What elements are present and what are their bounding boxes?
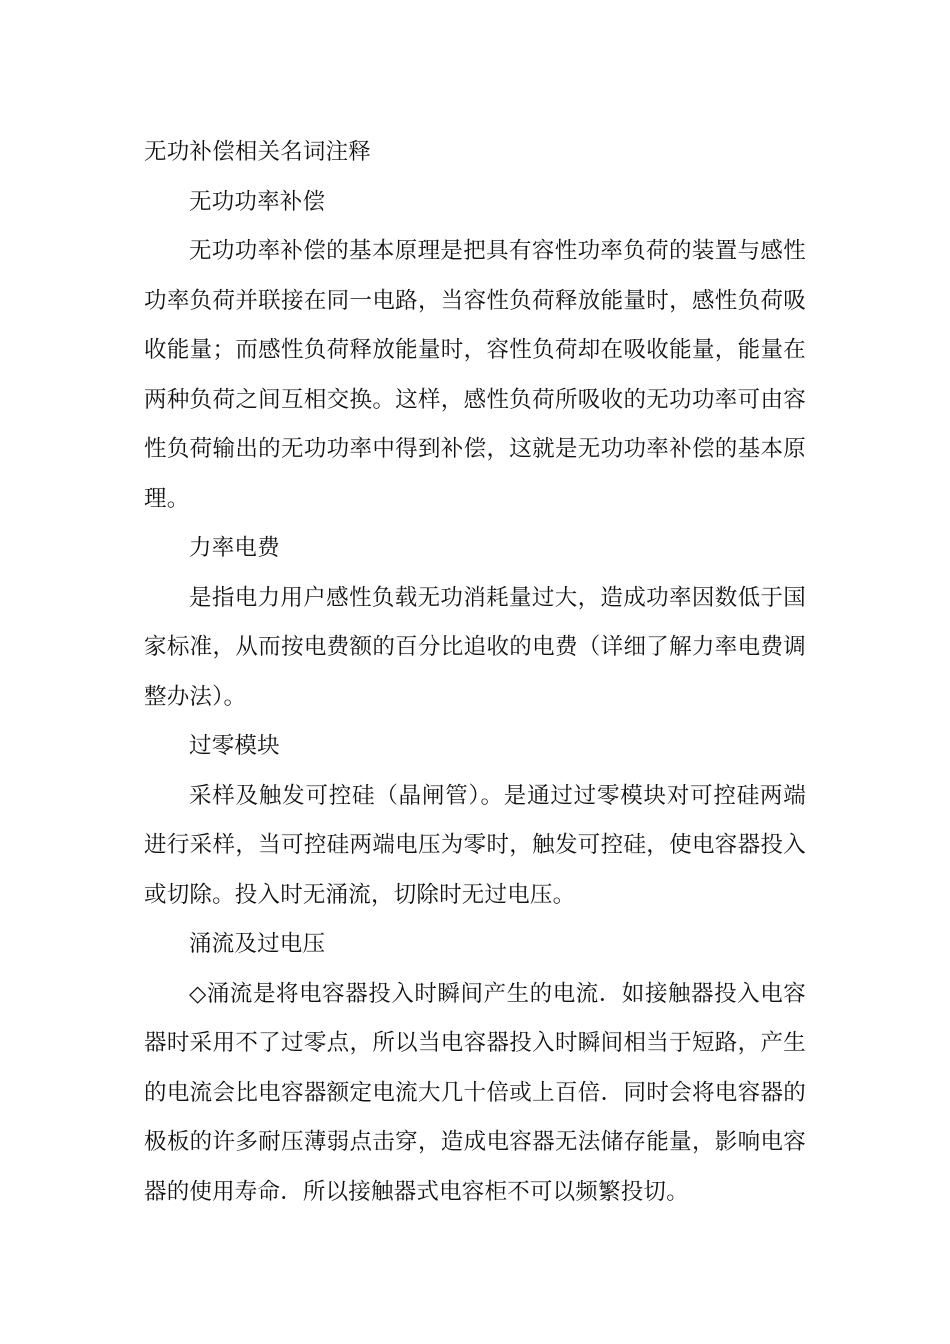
section-heading-power-factor-charge: 力率电费 <box>189 535 280 561</box>
section-body-reactive-power-compensation: 无功功率补偿的基本原理是把具有容性功率负荷的装置与感性功率负荷并联接在同一电路，当容性负荷释放能量时，感性负荷吸收能量；而感性负荷释放能量时，容性负荷却在吸收能量，能量在两种负荷之间互相交换。这样，感性负荷所吸收的无功功率可由容性负荷输出的无功功率中得到补偿，这就是无功功率补偿的基本原理。 <box>144 238 806 512</box>
section-heading-zero-crossing-module: 过零模块 <box>189 733 280 759</box>
section-body-zero-crossing-module: 采样及触发可控硅（晶闸管）。是通过过零模块对可控硅两端进行采样，当可控硅两端电压为零时，触发可控硅，使电容器投入或切除。投入时无涌流，切除时无过电压。 <box>144 782 806 908</box>
section-heading-inrush-overvoltage: 涌流及过电压 <box>189 931 326 957</box>
section-heading-reactive-power-compensation: 无功功率补偿 <box>189 188 326 215</box>
document-body <box>144 128 806 1217</box>
section-body-inrush-overvoltage: ◇涌流是将电容器投入时瞬间产生的电流．如接触器投入电容器时采用不了过零点，所以当电容器投入时瞬间相当于短路，产生的电流会比电容器额定电流大几十倍或上百倍．同时会将电容器的极板的许多耐压薄弱点击穿，造成电容器无法储存能量，影响电容器的使用寿命．所以接触器式电容柜不可以频繁投切。 <box>144 980 806 1205</box>
document-title: 无功补偿相关名词注释 <box>144 139 372 165</box>
section-body-power-factor-charge: 是指电力用户感性负载无功消耗量过大，造成功率因数低于国家标准，从而按电费额的百分比追收的电费（详细了解力率电费调整办法）。 <box>144 584 806 710</box>
